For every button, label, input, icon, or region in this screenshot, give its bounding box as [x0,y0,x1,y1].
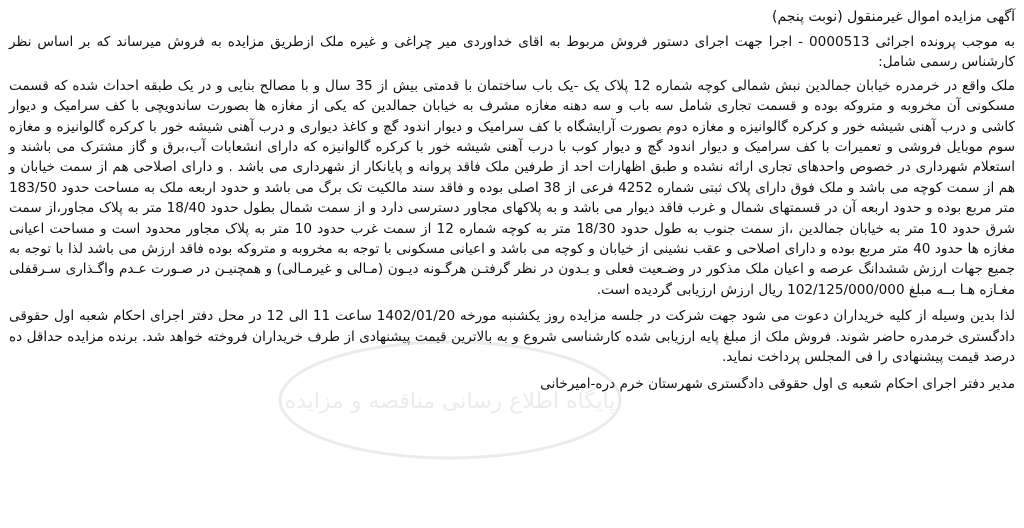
signature-line: مدیر دفتر اجرای احکام شعبه ی اول حقوقی دادگستری شهرستان خرم دره-امیرخانی [540,375,1015,392]
auction-invitation: لذا بدین وسیله از کلیه خریداران دعوت می شود جهت شرکت در جلسه مزایده روز یکشنبه مورخه 1402/01/20 ساعت 11 الی 12 در محل دفتر اجرای احکام شعبه اول حقوقی دادگستری خرمدره حاضر شوند. فروش ملک از مبلغ پایه ارزیابی شده کارشناسی شروع و به بالاترین قیمت پیشنهادی از طرف خریداران فروخته خواهد شد. برنده مزایده حداقل ده درصد قیمت پیشنهادی را فی المجلس پرداخت نماید. [9,308,1015,366]
property-description: ملک واقع در خرمدره خیابان جمالدین نبش شمالی کوچه شماره 12 پلاک یک -یک باب ساختمان با قدمتی بیش از 35 سال و با مصالح بنایی و در یک طبقه احداث شده که قسمت مسکونی آن مخروبه و متروکه بوده و قسمت تجاری شامل سه باب و سه دهنه مغازه مشرف به خیابان جمالدین که یکی از مغازه ها بصورت ساندویچی با کف سرامیک و دیوار کاشی و درب آهنی شیشه خور و کرکره گالوانیزه و مغازه دوم بصورت آرایشگاه با کف سرامیک و دیوار اندود گچ و کاغذ دیواری و درب آهنی شیشه خور با کرکره گالوانیزه و مغازه سوم موبایل فروشی و تعمیرات با کف سرامیک و دیوار اندود گچ و دیوار کوب با درب آهنی شیشه خور با کرکره گالوانیزه که دارای انشعابات آب،برق و گاز مشترک می باشند و استعلام شهرداری در خصوص واحدهای تجاری ارائه نشده و طبق اظهارات احد از طرفین ملک فاقد پروانه و پایانکار از شهرداری می باشد . و دارای اصلاحی هم از سمت خیابان و هم از سمت کوچه می باشد و ملک فوق دارای پلاک ثبتی شماره 4252 فرعی از 38 اصلی بوده و فاقد سند مالکیت تک برگ می باشد و حدود اربعه ملک به مساحت حدود 183/50 متر مربع بوده و حدود اربعه آن در قسمتهای شمال و غرب فاقد دیوار می باشد و به پلاکهای مجاور دسترسی دارد و از سمت شمال بطول حدود 18/40 متر به پلاک مجاور،از سمت شرق حدود 10 متر به خیابان جمالدین ،از سمت جنوب به طول حدود 18/30 متر به کوچه شماره 12 از سمت غرب حدود 10 متر به پلاک مجاور محدود است و مساحت اعیانی مغازه ها حدود 40 متر مربع بوده و دارای اصلاحی و عقب نشینی از خیابان و کوچه می باشد و اعیانی مسکونی با توجه به مخروبه و متروکه بوده فاقد ارزش می باشد لذا با توجه به جمیع جهات ارزش ششدانگ عرصه و اعیان ملک مذکور در وضـعیت فعلی و بـدون در نظر گرفتـن هرگـونه دیـون (مـالی و غیرمـالی) و همچنیـن در صـورت عـدم واگـذاری سـرقفلی مغـازه هـا بــه مبلغ 102/125/000/000 ریال ارزش ارزیابی گردیده است. [9,77,1016,298]
notice-intro: به موجب پرونده اجرائی 0000513 - اجرا جهت اجرای دستور فروش مربوط به اقای خداوردی میر چراغی و غیره ملک ازطریق مزایده به فروش میرساند که بر اساس نظر کارشناس رسمی شامل: [9,34,1016,71]
notice-title: آگهی مزایده اموال غیرمنقول (نوبت پنجم) [772,9,1015,25]
watermark-text: پایگاه اطلاع رسانی مناقصه و مزایده [284,389,616,414]
